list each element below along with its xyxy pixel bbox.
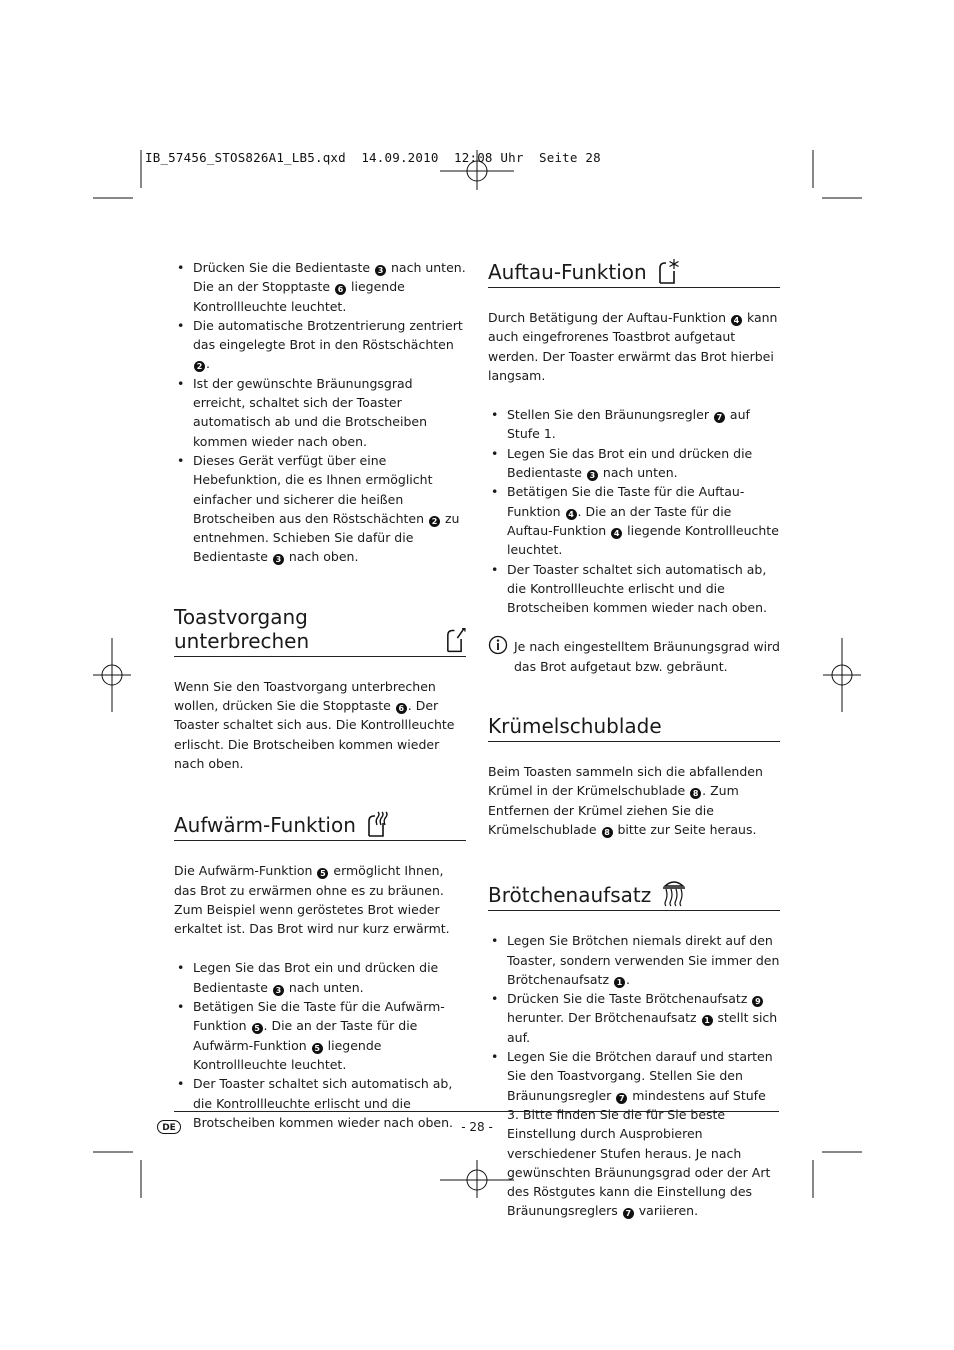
section-heading-auftau: Auftau-Funktion [488, 258, 780, 288]
section-heading-aufwaerm: Aufwärm-Funktion [174, 811, 466, 841]
part-number-badge: 3 [587, 470, 598, 481]
list-item: • Die automatische Brotzentrierung zentriert das eingelegte Brot in den Röstschächten 2 . [174, 316, 466, 374]
warming-icon [366, 811, 388, 837]
list-item: • Ist der gewünschte Bräunungsgrad erreicht, schaltet sich der Toaster automatisch ab und die Brotscheiben kommen wieder nach oben. [174, 374, 466, 451]
part-number-badge: 7 [616, 1093, 627, 1104]
bullet-list [488, 405, 780, 617]
part-number-badge: 7 [714, 412, 725, 423]
list-item: • Dieses Gerät verfügt über eine Hebefunktion, die es Ihnen ermöglicht einfacher und sicherer die heißen Brotscheiben aus den Röstschächten 2 zu entnehmen. Schieben Sie dafür die Bedientaste 3 nach oben. [174, 451, 466, 567]
footer-rule [174, 1111, 779, 1112]
list-item: • Stellen Sie den Bräunungsregler 7 auf Stufe 1. [488, 405, 780, 444]
list-item: • Betätigen Sie die Taste für die Aufwärm-Funktion 5 . Die an der Taste für die Aufwärm-Funktion 5 liegende Kontrollleuchte leuchtet. [174, 997, 466, 1074]
list-item: • Drücken Sie die Taste Brötchenaufsatz 9 herunter. Der Brötchenaufsatz 1 stellt sich auf. [488, 989, 780, 1047]
part-number-badge: 6 [396, 703, 407, 714]
section-heading-broetchen: Brötchenaufsatz [488, 877, 780, 911]
page-number: - 28 - [461, 1120, 493, 1134]
paragraph-kruemel: Beim Toasten sammeln sich die abfallenden Krümel in der Krümelschublade 8 . Zum Entfernen der Krümel ziehen Sie die Krümelschublade 8 bitte zur Seite heraus. [488, 764, 763, 837]
part-number-badge: 3 [273, 985, 284, 996]
list-item: • Drücken Sie die Bedientaste 3 nach unten. Die an der Stopptaste 6 liegende Kontrollleuchte leuchtet. [174, 258, 466, 316]
part-number-badge: 4 [566, 509, 577, 520]
part-number-badge: 1 [614, 977, 625, 988]
paragraph-toastvorgang: Wenn Sie den Toastvorgang unterbrechen wollen, drücken Sie die Stopptaste 6 . Der Toaster schaltet sich aus. Die Kontrollleuchte erlischt. Die Brotscheiben kommen wieder nach oben. [174, 678, 455, 771]
info-icon [488, 635, 508, 655]
part-number-badge: 5 [252, 1023, 263, 1034]
part-number-badge: 3 [375, 265, 386, 276]
paragraph-auftau: Durch Betätigung der Auftau-Funktion 4 kann auch eingefrorenes Toastbrot aufgetaut werden. Der Toaster erwärmt das Brot hierbei langsam. [488, 310, 778, 383]
section-heading-toastvorgang: Toastvorgang unterbrechen [174, 605, 466, 657]
list-item: • Legen Sie das Brot ein und drücken die Bedientaste 3 nach unten. [174, 958, 466, 997]
list-item: • Der Toaster schaltet sich automatisch ab, die Kontrollleuchte erlischt und die Brotscheiben kommen wieder nach oben. [488, 560, 780, 618]
info-note: Je nach eingestelltem Bräunungsgrad wird das Brot aufgetaut bzw. gebräunt. [488, 637, 780, 676]
print-slug: IB_57456_STOS826A1_LB5.qxd 14.09.2010 12:08 Uhr Seite 28 [145, 150, 601, 165]
part-number-badge: 5 [317, 868, 328, 879]
bullet-list [174, 958, 466, 1132]
part-number-badge: 8 [690, 788, 701, 799]
stop-toast-icon [445, 627, 466, 653]
list-item: • Legen Sie das Brot ein und drücken die Bedientaste 3 nach unten. [488, 444, 780, 483]
part-number-badge: 2 [194, 361, 205, 372]
list-item: • Der Toaster schaltet sich automatisch ab, die Kontrollleuchte erlischt und die Brotscheiben kommen wieder nach oben. [174, 1074, 466, 1132]
part-number-badge: 7 [623, 1208, 634, 1219]
bullet-list [174, 258, 466, 567]
part-number-badge: 4 [731, 315, 742, 326]
part-number-badge: 3 [273, 554, 284, 565]
part-number-badge: 1 [702, 1015, 713, 1026]
left-column [174, 258, 466, 1132]
part-number-badge: 5 [312, 1043, 323, 1054]
list-item: • Legen Sie die Brötchen darauf und starten Sie den Toastvorgang. Stellen Sie den Bräunungsregler 7 mindestens auf Stufe 3. Bitte finden Sie die für Sie beste Einstellung durch Ausprobieren verschiedener Stufen heraus. Je nach gewünschten Bräunungsgrad oder der Art des Röstgutes kann die Einstellung des Bräunungsreglers 7 variieren. [488, 1047, 780, 1221]
part-number-badge: 8 [602, 827, 613, 838]
language-badge: DE [157, 1120, 181, 1134]
list-item: • Betätigen Sie die Taste für die Auftau-Funktion 4 . Die an der Taste für die Auftau-Funktion 4 liegende Kontrollleuchte leuchtet. [488, 482, 780, 559]
bullet-list [488, 931, 780, 1220]
part-number-badge: 2 [429, 516, 440, 527]
part-number-badge: 6 [335, 284, 346, 295]
section-heading-kruemel: Krümelschublade [488, 714, 780, 742]
paragraph-aufwaerm: Die Aufwärm-Funktion 5 ermöglicht Ihnen, das Brot zu erwärmen ohne es zu bräunen. Zum Beispiel wenn geröstetes Brot wieder erkaltet ist. Das Brot wird nur kurz erwärmt. [174, 863, 450, 937]
defrost-icon [657, 258, 681, 284]
part-number-badge: 4 [611, 528, 622, 539]
right-column [488, 258, 780, 1221]
part-number-badge: 9 [752, 996, 763, 1007]
bun-rack-icon [661, 877, 687, 907]
list-item: • Legen Sie Brötchen niemals direkt auf den Toaster, sondern verwenden Sie immer den Brötchenaufsatz 1 . [488, 931, 780, 989]
